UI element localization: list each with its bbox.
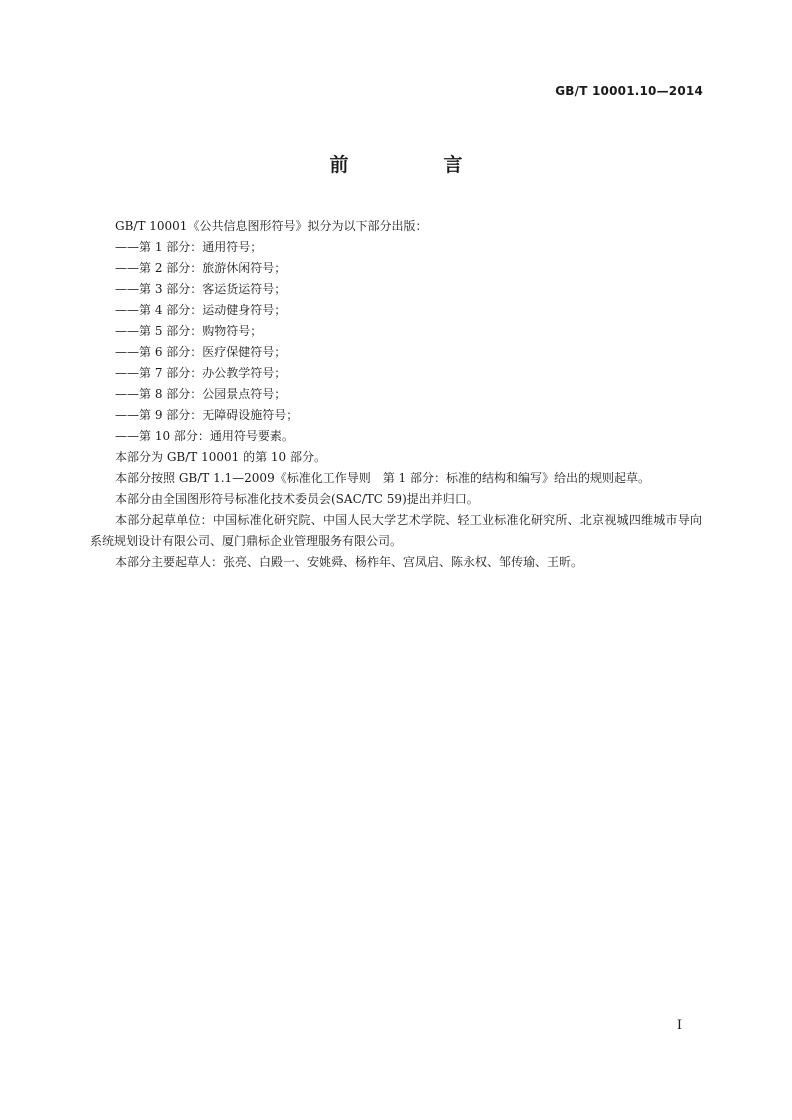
part-list-item: ——第 2 部分：旅游休闲符号；	[115, 261, 287, 275]
drafters-paragraph: 本部分主要起草人：张亮、白殿一、安姚舜、杨柞年、宫凤启、陈永权、邹传瑜、王昕。	[115, 555, 584, 569]
intro-paragraph: GB/T 10001《公共信息图形符号》拟分为以下部分出版：	[115, 219, 428, 233]
part-statement-paragraph: 本部分为 GB/T 10001 的第 10 部分。	[115, 450, 326, 464]
part-list-item: ——第 1 部分：通用符号；	[115, 240, 263, 254]
part-list-item: ——第 3 部分：客运货运符号；	[115, 282, 287, 296]
part-list-item: ——第 6 部分：医疗保健符号；	[115, 345, 287, 359]
part-list-item: ——第 5 部分：购物符号；	[115, 324, 263, 338]
foreword-body	[90, 216, 702, 573]
drafting-units-paragraph: 本部分起草单位：中国标准化研究院、中国人民大学艺术学院、轻工业标准化研究所、北京视城四维城市导向系统规划设计有限公司、厦门鼎标企业管理服务有限公司。	[90, 513, 702, 548]
proposer-paragraph: 本部分由全国图形符号标准化技术委员会(SAC/TC 59)提出并归口。	[115, 492, 479, 506]
part-list-item: ——第 8 部分：公园景点符号；	[115, 387, 287, 401]
page-title: 前 言	[329, 154, 501, 176]
part-list-item: ——第 9 部分：无障碍设施符号；	[115, 408, 299, 422]
drafting-rules-paragraph: 本部分按照 GB/T 1.1—2009《标准化工作导则 第 1 部分：标准的结构和编写》给出的规则起草。	[115, 471, 650, 485]
part-list-item: ——第 4 部分：运动健身符号；	[115, 303, 287, 317]
page-number: I	[676, 1018, 682, 1033]
part-list-item: ——第 10 部分：通用符号要素。	[115, 429, 294, 443]
standard-code: GB/T 10001.10—2014	[555, 84, 703, 98]
part-list-item: ——第 7 部分：办公教学符号；	[115, 366, 287, 380]
